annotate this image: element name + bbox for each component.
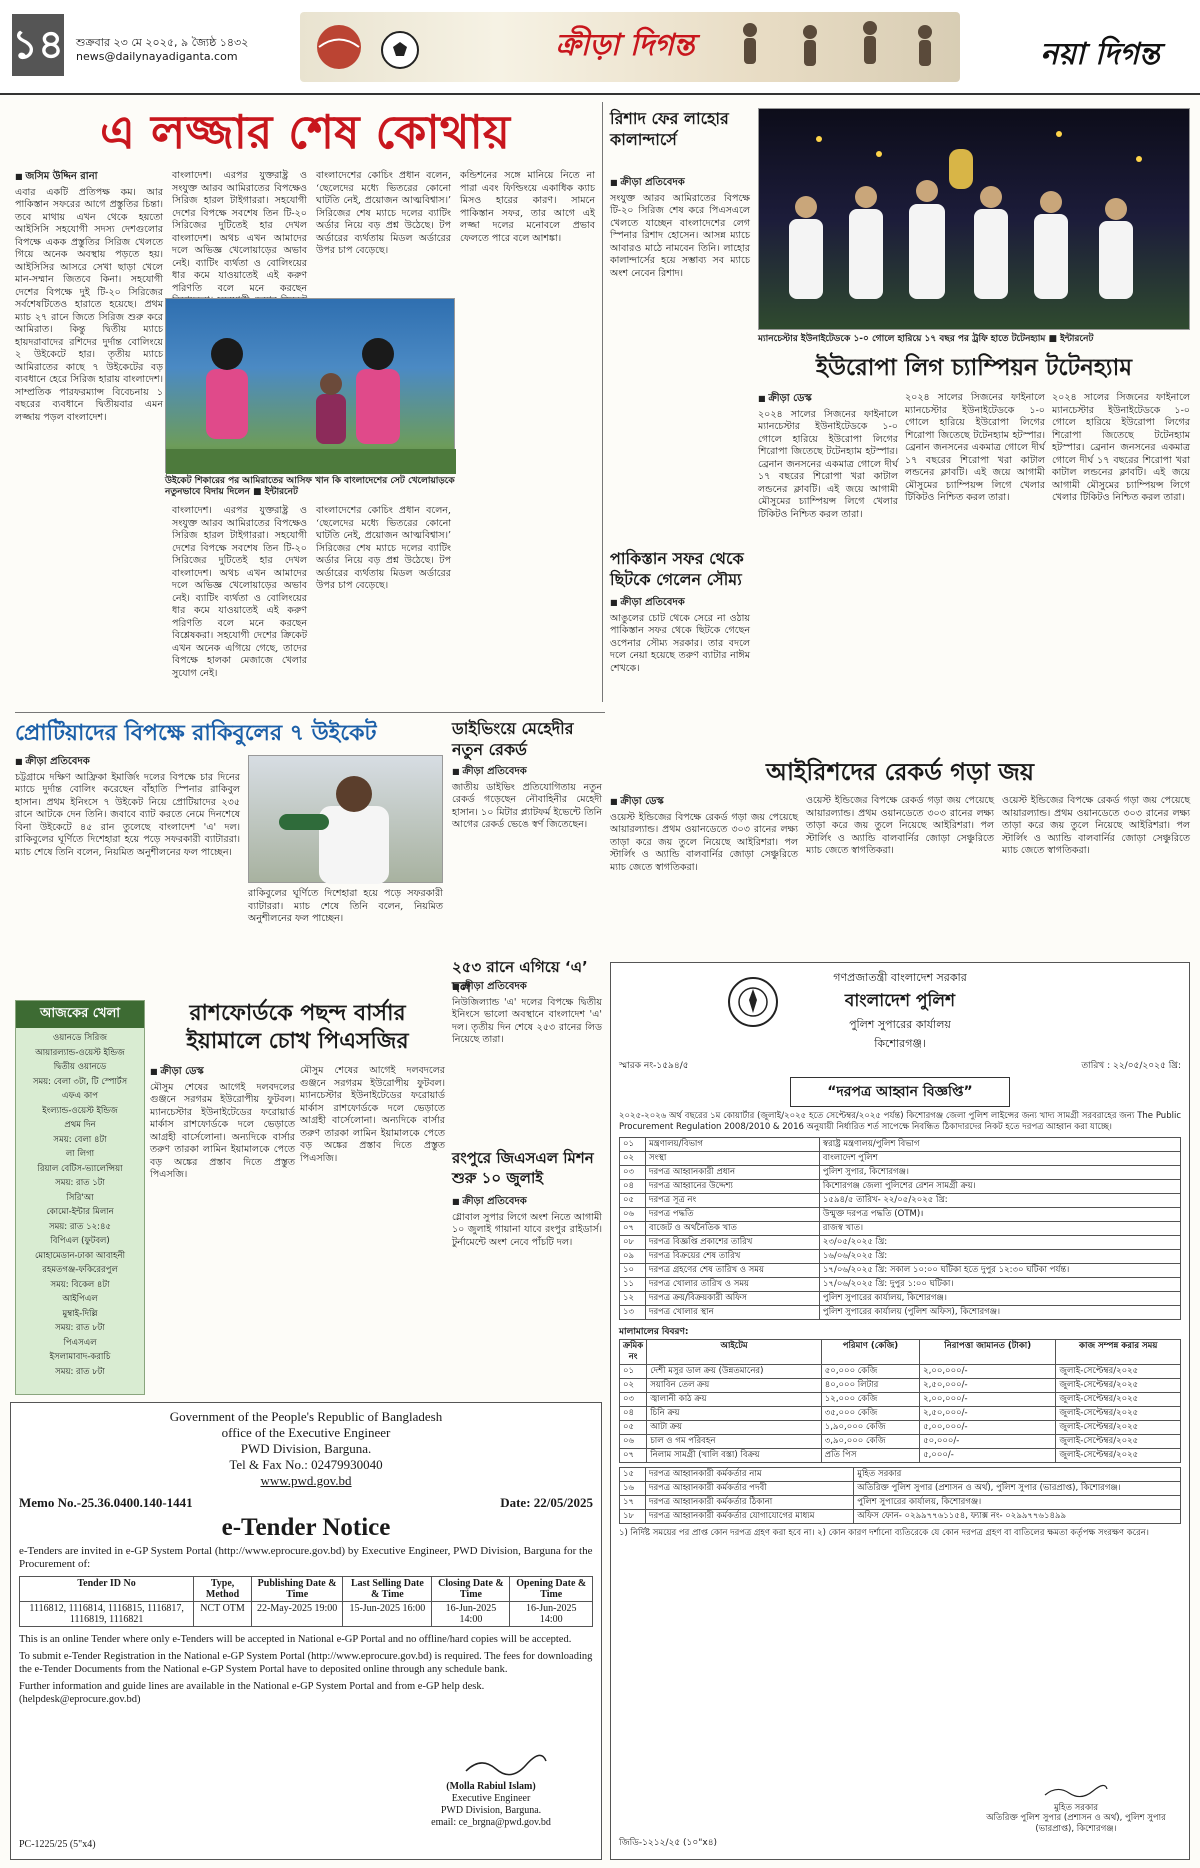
police-info-row-cell: ০৮ xyxy=(620,1236,646,1250)
pwd-table-header: Tender ID No xyxy=(20,1577,194,1602)
pwd-telfax: Tel & Fax No.: 02479930040 xyxy=(229,1457,383,1472)
rakibul-text-2: রাকিবুলের ঘূর্ণিতে দিশেহারা হয়ে পড়ে সফরকারী ব্যাটাররা। ম্যাচ শেষে তিনি বলেন, নিয়মিত অনুশীলনের ফল পাচ্ছেন। xyxy=(15,834,240,858)
pwd-memo: Memo No.-25.36.0400.140-1441 xyxy=(19,1495,193,1510)
police-info-row-cell: মন্ত্রণালয়/বিভাগ xyxy=(646,1138,820,1152)
goods-row-cell: ০৬ xyxy=(620,1435,647,1449)
today-item: ইংল্যান্ড-ওয়েস্ট ইন্ডিজ xyxy=(42,1105,118,1116)
mehedi-body xyxy=(452,765,602,950)
goods-row xyxy=(620,1407,1181,1421)
spurs-body-3 xyxy=(1052,392,1190,702)
police-officer-row-cell: ১৮ xyxy=(620,1510,646,1524)
pwd-table-cell: 1116812, 1116814, 1116815, 1116817, 1116819, 1116821 xyxy=(20,1602,194,1627)
police-info-row-cell: ০৪ xyxy=(620,1180,646,1194)
goods-row-cell: ৩,৯০,০০০ কেজি xyxy=(821,1435,919,1449)
today-item: কোমো-ইন্টার মিলান xyxy=(46,1207,114,1217)
police-info-row-cell: দরপত্র খোলার স্থান xyxy=(646,1306,820,1320)
rakibul-text-3: রাকিবুলের ঘূর্ণিতে দিশেহারা হয়ে পড়ে সফরকারী ব্যাটাররা। ম্যাচ শেষে তিনি বলেন, নিয়মিত অনুশীলনের ফল পাচ্ছেন। xyxy=(248,888,443,924)
police-info-row xyxy=(620,1208,1181,1222)
today-title: আজকের খেলা xyxy=(16,1001,144,1028)
goods-row-cell: ৫,০০০/- xyxy=(920,1449,1056,1463)
today-item: লা লিগা xyxy=(65,1149,95,1159)
pwd-division: PWD Division, Barguna. xyxy=(240,1441,372,1456)
goods-row-cell: জুলাই-সেপ্টেম্বর/২০২৫ xyxy=(1056,1407,1181,1421)
rangpur-body xyxy=(452,1195,602,1395)
spurs-body-1 xyxy=(758,392,898,702)
police-info-row-cell: উন্মুক্ত দরপত্র পদ্ধতি (OTM)। xyxy=(819,1208,1180,1222)
goods-row-cell: জুলাই-সেপ্টেম্বর/২০২৫ xyxy=(1056,1393,1181,1407)
signature-icon xyxy=(1041,1783,1111,1799)
police-info-row-cell: দরপত্র গ্রহণের শেষ তারিখ ও সময় xyxy=(646,1264,820,1278)
soumya-text: আঙুলের চোট থেকে সেরে না ওঠায় পাকিস্তান সফর থেকে ছিটকে গেছেন ওপেনার সৌম্য সরকার। তার বদলে দলে নেয়া হয়েছে তরুণ ব্যাটার নাঈম শেখকে। xyxy=(610,612,750,674)
a-team-text: নিউজিল্যান্ড 'এ' দলের বিপক্ষে দ্বিতীয় ইনিংসে ভালো অবস্থানে বাংলাদেশ 'এ' দল। তৃতীয় দিন শেষে ২৫৩ রানের লিড নিয়েছে তারা। xyxy=(452,996,602,1045)
goods-row-cell: জ্বালানী কাঠ ক্রয় xyxy=(647,1393,822,1407)
police-officer-row-cell: ১৬ xyxy=(620,1482,646,1496)
goods-row xyxy=(620,1435,1181,1449)
police-info-row-cell: ১৭/০৬/২০২৫ খ্রি: দুপুর ১:০০ ঘটিকা। xyxy=(819,1278,1180,1292)
today-item: আয়ারল্যান্ড-ওয়েস্ট ইন্ডিজ xyxy=(35,1047,125,1058)
police-officer-row-cell: মুহিত সরকার xyxy=(854,1468,1181,1482)
pwd-note-3: Further information and guide lines are available in the National e-GP System Portal and from e-GP help desk. (helpdesk@eprocure.gov.bd) xyxy=(19,1681,485,1705)
masthead xyxy=(0,0,1200,95)
police-sign-title: অতিরিক্ত পুলিশ সুপার (প্রশাসন ও অর্থ), পুলিশ সুপার (ভারপ্রাপ্ত), কিশোরগঞ্জ। xyxy=(986,1813,1166,1834)
date-line: শুক্রবার ২৩ মে ২০২৫, ৯ জ্যৈষ্ঠ ১৪৩২ xyxy=(76,36,249,49)
police-sign-name: মুহিত সরকার xyxy=(1053,1802,1099,1813)
police-govt: গণপ্রজাতন্ত্রী বাংলাদেশ সরকার xyxy=(833,971,967,984)
today-item: মোহামেডান-ঢাকা আবাহনী xyxy=(34,1250,126,1261)
divider xyxy=(15,712,605,713)
irish-byline: ■ ক্রীড়া ডেস্ক xyxy=(610,795,798,809)
rishad-byline: ■ ক্রীড়া প্রতিবেদক xyxy=(610,176,750,190)
police-district: কিশোরগঞ্জ। xyxy=(874,1037,926,1050)
rashford-headline: রাশফোর্ডকে পছন্দ বার্সার ইয়ামালে চোখ পিএসজির xyxy=(186,1001,409,1054)
pwd-sign-name: (Molla Rabiul Islam) xyxy=(446,1781,536,1792)
police-info-row-cell: বাংলাদেশ পুলিশ xyxy=(819,1152,1180,1166)
police-info-row-cell: সংস্থা xyxy=(646,1152,820,1166)
police-info-row-cell: দরপত্র বিজ্ঞপ্তি প্রকাশের তারিখ xyxy=(646,1236,820,1250)
goods-row-cell: ১,৯০,০০০ কেজি xyxy=(821,1421,919,1435)
rashford-byline: ■ ক্রীড়া ডেস্ক xyxy=(150,1065,295,1079)
police-info-row xyxy=(620,1152,1181,1166)
lead-col-1 xyxy=(15,170,163,710)
police-info-row-cell: কিশোরগঞ্জ জেলা পুলিশের রেশন সামগ্রী ক্রয়। xyxy=(819,1180,1180,1194)
mehedi-byline: ■ ক্রীড়া প্রতিবেদক xyxy=(452,765,602,779)
rangpur-byline: ■ ক্রীড়া প্রতিবেদক xyxy=(452,1195,602,1209)
police-tender-ad xyxy=(610,962,1190,1860)
a-team-body xyxy=(452,980,602,1140)
goods-row-cell: ২,০০,০০০/- xyxy=(920,1393,1056,1407)
goods-table-header: আইটেম xyxy=(647,1340,822,1365)
police-info-row-cell: পুলিশ সুপার, কিশোরগঞ্জ। xyxy=(819,1166,1180,1180)
pwd-table-cell: 22-May-2025 19:00 xyxy=(251,1602,342,1627)
pwd-note-2: To submit e-Tender Registration in the National e-GP System Portal (http://www.eprocure.gov.bd) is required. The fees for downloading the e-Tender Documents from the National e-GP System Portal have to deposited online through any schedule bank. xyxy=(19,1651,593,1675)
police-signature xyxy=(971,1783,1181,1834)
goods-row-cell: জুলাই-সেপ্টেম্বর/২০২৫ xyxy=(1056,1435,1181,1449)
lead-text-2: বাংলাদেশ। এরপর যুক্তরাষ্ট্র ও সংযুক্ত আরব আমিরাতের বিপক্ষেও সিরিজ হারল টাইগাররা। সহযোগী দেশের বিপক্ষে সবশেষ তিন টি-২০ সিরিজের দুটিতেই হার দেখল বাংলাদেশ। অথচ এখন আমাদের দলে অভিজ্ঞ খেলোয়াড়ের অভাব নেই। ব্যাটিং ব্যর্থতা ও বোলিংয়ের ধার কমে যাওয়াতেই এই করুণ পরিণতি বলে মনে করছেন xyxy=(172,170,307,294)
cricketers-graphic xyxy=(166,299,456,474)
pwd-table-header: Opening Date & Time xyxy=(510,1577,593,1602)
police-officer-row xyxy=(620,1468,1181,1482)
irish-body-3 xyxy=(1002,795,1190,955)
police-info-row xyxy=(620,1250,1181,1264)
rakibul-byline: ■ ক্রীড়া প্রতিবেদক xyxy=(15,755,240,769)
lead-col-2 xyxy=(172,170,307,295)
police-officer-row-cell: অফিস ফোন- ০২৯৯৭৭৬১১৫৪, ফ্যাক্স নং- ০২৯৯৭৭৬১৪৯৯ xyxy=(854,1510,1181,1524)
today-item: আইপিএল xyxy=(62,1294,98,1304)
police-info-row-cell: ০৬ xyxy=(620,1208,646,1222)
today-list xyxy=(16,1028,144,1382)
police-info-row-cell: ১১ xyxy=(620,1278,646,1292)
today-item: সময়: রাত ৮টা xyxy=(55,1323,105,1333)
signature-icon xyxy=(461,1751,551,1781)
police-officer-row xyxy=(620,1510,1181,1524)
goods-row-cell: ১২,০০০ কেজি xyxy=(821,1393,919,1407)
rakibul-body-2 xyxy=(248,888,443,995)
pwd-pc: PC-1225/25 (5"x4) xyxy=(19,1839,96,1850)
police-info-row xyxy=(620,1306,1181,1320)
lead-photo xyxy=(165,298,455,473)
police-info-row xyxy=(620,1222,1181,1236)
today-item: পিএসএল xyxy=(63,1337,97,1348)
lead-text-4: কন্ডিশনের সঙ্গে মানিয়ে নিতে না পারা এবং ফিল্ডিংয়ে একাধিক ক্যাচ মিসও হারের কারণ। সামনে পাকিস্তান সফর, তার আগে এই লজ্জা দলের মনোবলে প্রভাব ফেলতে পারে বলে আশঙ্কা। xyxy=(460,170,595,244)
a-team-byline: ■ ক্রীড়া প্রতিবেদক xyxy=(452,980,602,994)
irish-headline: আইরিশদের রেকর্ড গড়া জয় xyxy=(765,758,1035,786)
spurs-text-2: ২০২৪ সালের সিজনের ফাইনালে ম্যানচেস্টার ইউনাইটেডকে ১-০ গোলে হারিয়ে ইউরোপা লিগের শিরোপা জিতেছে টটেনহ্যাম হটস্পার। ব্রেনান জনসনের একমাত্র গোলে দীর্ঘ ১৭ বছরের শিরোপা খরা কাটাল লন্ডনের ক্লাবটি। এই জয়ে আগামী মৌসুমের চ্যাম্পিয়ন্স লিগে খেলার টিকিটও নিশ্চিত করল তারা। xyxy=(905,392,1045,503)
goods-row xyxy=(620,1365,1181,1379)
section-banner xyxy=(300,12,960,82)
police-info-row-cell: ১৩ xyxy=(620,1306,646,1320)
today-item: সময়: রাত ১২:৪৫ xyxy=(48,1221,112,1232)
goods-row-cell: ৫০,০০০/- xyxy=(920,1435,1056,1449)
today-box xyxy=(15,1000,145,1395)
pwd-sign-title: Executive Engineer xyxy=(451,1793,531,1804)
police-info-row xyxy=(620,1236,1181,1250)
police-officer-row xyxy=(620,1482,1181,1496)
police-info-row xyxy=(620,1180,1181,1194)
rashford-body-2 xyxy=(300,1065,445,1395)
irish-text-3: ওয়েস্ট ইন্ডিজের বিপক্ষে রেকর্ড গড়া জয় পেয়েছে আয়ারল্যান্ড। প্রথম ওয়ানডেতে ৩০৩ রানের লক্ষ্য তাড়া করে জয় তুলে নিয়েছে আইরিশরা। পল স্টার্লিং ও অ্যান্ডি বালবার্নির জোড়া সেঞ্চুরিতে ম্যাচ জেতে স্বাগতিকরা। xyxy=(1002,795,1190,856)
police-info-table xyxy=(619,1137,1181,1320)
goods-row-cell: জুলাই-সেপ্টেম্বর/২০২৫ xyxy=(1056,1449,1181,1463)
goods-row-cell: জুলাই-সেপ্টেম্বর/২০২৫ xyxy=(1056,1421,1181,1435)
celebration-graphic xyxy=(759,109,1191,331)
divider xyxy=(602,102,603,702)
pwd-tender-ad xyxy=(10,1402,602,1860)
goods-row-cell: ০৭ xyxy=(620,1449,647,1463)
police-info-row xyxy=(620,1292,1181,1306)
police-info-row-cell: ১০ xyxy=(620,1264,646,1278)
pwd-intro: e-Tenders are invited in e-GP System Portal (http://www.eprocure.gov.bd) by Executive Engineer, PWD Division, Barguna for the Procurement of: xyxy=(19,1545,593,1570)
police-officer-row-cell: ১৫ xyxy=(620,1468,646,1482)
newspaper-logo: নয়া দিগন্ত xyxy=(1040,37,1160,72)
goods-row-cell: ৫০,০০০ কেজি xyxy=(821,1365,919,1379)
goods-table-header: পরিমাণ (কেজি) xyxy=(821,1340,919,1365)
rashford-text-2: মৌসুম শেষের আগেই দলবদলের গুঞ্জনে সরগরম ইউরোপীয় ফুটবল। ম্যানচেস্টার ইউনাইটেডের ফরোয়ার্ড মার্কাস রাশফোর্ডকে দলে ভেড়াতে আগ্রহী বার্সেলোনা। অন্যদিকে বার্সার তরুণ তারকা লামিন ইয়ামালকে পেতে বড় অঙ্কের প্রস্তাব দিতে প্রস্তুত পিএসজি। xyxy=(300,1065,445,1164)
police-info-row xyxy=(620,1166,1181,1180)
goods-row xyxy=(620,1449,1181,1463)
police-officer-row xyxy=(620,1496,1181,1510)
goods-row-cell: ০৪ xyxy=(620,1407,647,1421)
soumya-byline: ■ ক্রীড়া প্রতিবেদক xyxy=(610,596,750,610)
pwd-table xyxy=(19,1576,593,1627)
today-item: সময়: বিকেল ৪টা xyxy=(50,1279,110,1290)
police-info-row-cell: ১২ xyxy=(620,1292,646,1306)
goods-row-cell: আটা ক্রয় xyxy=(647,1421,822,1435)
police-date: তারিখ : ২২/০৫/২০২৫ খ্রি: xyxy=(1081,1061,1181,1071)
police-info-row-cell: ১৬/০৬/২০২৫ খ্রি: xyxy=(819,1250,1180,1264)
pwd-table-header: Type, Method xyxy=(194,1577,252,1602)
a-team-headline: ২৫৩ রানে এগিয়ে ‘এ’ দল xyxy=(452,958,588,996)
police-intro: ২০২৫-২০২৬ অর্থ বছরের ১ম কোয়ার্টার (জুলাই/২০২৫ হতে সেপ্টেম্বর/২০২৫ পর্যন্ত) কিশোরগঞ্জ জেলা পুলিশ লাইন্সের জন্য খাদ্য সামগ্রী সরবরাহের জন্য The Public Procurement Regulation 2008/2010 & 2016 অনুযায়ী নির্ধারিত শর্ত সাপেক্ষে নিবন্ধিত ঠিকাদারদের নিকট হতে দরপত্র আহ্বান করা যাচ্ছে। xyxy=(619,1111,1181,1132)
police-gd: জিডি-১২১২/২৫ (১০"x৪) xyxy=(619,1838,718,1848)
website: news@dailynayadiganta.com xyxy=(76,50,238,63)
police-info-row-cell: ০৭ xyxy=(620,1222,646,1236)
today-item: সিরি'আ xyxy=(66,1192,94,1203)
pwd-web: www.pwd.gov.bd xyxy=(260,1473,352,1488)
rishad-text: সংযুক্ত আরব আমিরাতের বিপক্ষে টি-২০ সিরিজ শেষ করে পিএসএলে খেলতে যাচ্ছেন বাংলাদেশের লেগ স্পিনার রিশাদ হোসেন। আসন্ন ম্যাচে আবারও মাঠে নামবেন তিনি। লাহোর কালান্দার্সের হয়ে সম্ভাব্য সব ম্যাচে অংশ নেবেন রিশাদ। xyxy=(610,192,750,279)
rakibul-headline: প্রোটিয়াদের বিপক্ষে রাকিবুলের ৭ উইকেট xyxy=(15,721,377,746)
goods-row-cell: চাল ও গম পরিবহন xyxy=(647,1435,822,1449)
goods-row-cell: ২,৫০,০০০/- xyxy=(920,1407,1056,1421)
spurs-headline: ইউরোপা লিগ চ্যাম্পিয়ন টটেনহ্যাম xyxy=(815,355,1133,381)
today-item: মুম্বাই-দিল্লি xyxy=(62,1308,98,1319)
goods-row-cell: ৫,০০,০০০/- xyxy=(920,1421,1056,1435)
police-officer-table xyxy=(619,1467,1181,1524)
police-info-row-cell: পুলিশ সুপারের কার্যালয়, কিশোরগঞ্জ। xyxy=(819,1292,1180,1306)
players-silhouette-icon xyxy=(720,18,950,78)
goods-row-cell: ০৩ xyxy=(620,1393,647,1407)
mehedi-text: জাতীয় ডাইভিং প্রতিযোগিতায় নতুন রেকর্ড গড়েছেন নৌবাহিনীর মেহেদী হাসান। ১০ মিটার প্ল্যাটফর্ম ইভেন্টে তিনি আগের রেকর্ড ভেঙে স্বর্ণ জিতেছেন। xyxy=(452,781,602,830)
today-item: রিয়াল বেটিস-ভ্যালেন্সিয়া xyxy=(37,1163,123,1174)
police-info-row-cell: দরপত্র পদ্ধতি xyxy=(646,1208,820,1222)
goods-row-cell: চিনি ক্রয় xyxy=(647,1407,822,1421)
mehedi-headline: ডাইভিংয়ে মেহেদীর নতুন রেকর্ড xyxy=(452,719,574,759)
pwd-office: office of the Executive Engineer xyxy=(221,1425,391,1440)
irish-text-2: ওয়েস্ট ইন্ডিজের বিপক্ষে রেকর্ড গড়া জয় পেয়েছে আয়ারল্যান্ড। প্রথম ওয়ানডেতে ৩০৩ রানের লক্ষ্য তাড়া করে জয় তুলে নিয়েছে আইরিশরা। পল স্টার্লিং ও অ্যান্ডি বালবার্নির জোড়া সেঞ্চুরিতে ম্যাচ জেতে স্বাগতিকরা। xyxy=(806,795,994,856)
goods-table-header: ক্রমিক নং xyxy=(620,1340,647,1365)
pwd-table-cell: 15-Jun-2025 16:00 xyxy=(343,1602,432,1627)
lead-text-1: এবার একটি প্রতিপক্ষ কম। আর পাকিস্তান সফরের আগে প্রস্তুতির চিন্তা। তবে মাথায় এখন থেকে হয়তো আইসিসি সহযোগী সদস্য দেশগুলোর বিপক্ষে একক প্রস্তুতির সিরিজ খেলতে গিয়ে অনেক অবস্থায় পড়তে হয়। আইসিসির আসরে সেখা ছাড়া খেলে মান-সম্মান জিতবে কিনা। সহযোগী দেশের বিপক্ষে দুই টি-২০ সিরিজের সর্বশেষটিতেও হারাতে হয়েছে। প্রথম ম্যাচ ২৭ রানে জিতে সিরিজ শুরু করে আমিরাত। কিন্তু দ্বিতীয় ম্যাচে হায়দরাবাদের রশিদের দুর্দান্ত বোলিংয়ে ২ উইকেটে হার। তৃতীয় ম্যাচে আমিরাতের কাছে ৭ উইকেটের বড় ব্যবধানে হেরে সিরিজ হারায় বাংলাদেশ। সাম্প্রতিক পারফরম্যান্স বিবেচনায় ১ বছরের ব্যবধানে দ্বিতীয়বার এমন লজ্জায় পড়ল বাংলাদেশ। xyxy=(15,186,163,423)
police-info-row-cell: দরপত্র আহ্বানের উদ্দেশ্য xyxy=(646,1180,820,1194)
lead-col-3 xyxy=(316,170,451,295)
irish-text-1: ওয়েস্ট ইন্ডিজের বিপক্ষে রেকর্ড গড়া জয় পেয়েছে আয়ারল্যান্ড। প্রথম ওয়ানডেতে ৩০৩ রানের লক্ষ্য তাড়া করে জয় তুলে নিয়েছে আইরিশরা। পল স্টার্লিং ও অ্যান্ডি বালবার্নির জোড়া সেঞ্চুরিতে ম্যাচ জেতে স্বাগতিকরা। xyxy=(610,811,798,873)
police-info-row-cell: ০৫ xyxy=(620,1194,646,1208)
pwd-table-header: Publishing Date & Time xyxy=(251,1577,342,1602)
today-item: বিপিএল (ফুটবল) xyxy=(50,1236,110,1246)
lead-text-3: বাংলাদেশের কোচিং প্রধান বলেন, ‘ছেলেদের মধ্যে ভিতরের কোনো ঘাটতি নেই, প্রয়োজন আত্মবিশ্বাস।’ সিরিজের শেষ ম্যাচে দলের ব্যাটিং অর্ডার নিয়ে বড় প্রশ্ন উঠেছে। টপ অর্ডারের ব্যর্থতায় মিডল অর্ডারের উপর চাপ বেড়েছে। xyxy=(316,170,451,256)
lead-col-3b xyxy=(316,505,451,710)
pwd-sign-email: email: ce_brgna@pwd.gov.bd xyxy=(431,1817,551,1828)
goods-row-cell: ০২ xyxy=(620,1379,647,1393)
pwd-title: e-Tender Notice xyxy=(221,1514,391,1541)
rishad-body xyxy=(610,176,750,541)
goods-row-cell: ৪০,০০০ লিটার xyxy=(821,1379,919,1393)
rishad-headline: রিশাদ ফের লাহোর কালান্দার্সে xyxy=(610,109,729,149)
police-office: পুলিশ সুপারের কার্যালয় xyxy=(849,1018,951,1031)
rangpur-text: গ্লোবাল সুপার লিগে অংশ নিতে আগামী ১০ জুলাই গায়ানা যাবে রংপুর রাইডার্স। টুর্নামেন্টে অংশ নেবে পাঁচটি দল। xyxy=(452,1211,602,1248)
today-item: এফএ কাপ xyxy=(61,1091,99,1101)
police-info-row-cell: ০৩ xyxy=(620,1166,646,1180)
goods-row-cell: দেশী মসুর ডাল ক্রয় (উন্নতমানের) xyxy=(647,1365,822,1379)
today-item: সময়: বেলা ৩টা, টি স্পোর্টস xyxy=(32,1076,128,1087)
section-title: ক্রীড়া দিগন্ত xyxy=(555,28,695,63)
police-emblem-icon xyxy=(726,975,780,1029)
spurs-photo-caption: ম্যানচেস্টার ইউনাইটেডকে ১-০ গোলে হারিয়ে ১৭ বছর পর ট্রফি হাতে টটেনহ্যাম ■ ইন্টারনেট xyxy=(758,334,1094,344)
pwd-table-header: Last Selling Date & Time xyxy=(343,1577,432,1602)
police-info-row-cell: বাজেট ও অর্থনৈতিক খাত xyxy=(646,1222,820,1236)
goods-row xyxy=(620,1421,1181,1435)
police-info-row-cell: ২৩/০৫/২০২৫ খ্রি: xyxy=(819,1236,1180,1250)
goods-row-cell: ০৫ xyxy=(620,1421,647,1435)
police-officer-row-cell: পুলিশ সুপারের কার্যালয়, কিশোরগঞ্জ। xyxy=(854,1496,1181,1510)
goods-table-header: কাজ সম্পন্ন করার সময় xyxy=(1056,1340,1181,1365)
goods-row-cell: ০১ xyxy=(620,1365,647,1379)
today-item: দ্বিতীয় ওয়ানডে xyxy=(53,1062,107,1072)
police-info-row-cell: স্বরাষ্ট্র মন্ত্রণালয়/পুলিশ বিভাগ xyxy=(819,1138,1180,1152)
police-memo: স্মারক নং-১৫৯৪/৫ xyxy=(619,1061,689,1071)
police-info-row-cell: দরপত্র সূত্র নং xyxy=(646,1194,820,1208)
today-item: ইসলামাবাদ-করাচি xyxy=(49,1352,111,1362)
goods-row-cell: জুলাই-সেপ্টেম্বর/২০২৫ xyxy=(1056,1365,1181,1379)
goods-row xyxy=(620,1379,1181,1393)
police-info-row-cell: ১৭/০৬/২০২৫ খ্রি: সকাল ১০:০০ ঘটিকা হতে দুপুর ১২:৩০ ঘটিকা পর্যন্ত। xyxy=(819,1264,1180,1278)
lead-text-3b: বাংলাদেশের কোচিং প্রধান বলেন, ‘ছেলেদের মধ্যে ভিতরের কোনো ঘাটতি নেই, প্রয়োজন আত্মবিশ্বাস।’ সিরিজের শেষ ম্যাচে দলের ব্যাটিং অর্ডার নিয়ে বড় প্রশ্ন উঠেছে। টপ অর্ডারের ব্যর্থতায় মিডল অর্ডারের উপর চাপ বেড়েছে। xyxy=(316,505,451,591)
police-notes: ১) নির্দিষ্ট সময়ের পর প্রাপ্ত কোন দরপত্র গ্রহণ করা হবে না। ২) কোন কারণ দর্শানো ব্যতিরেকে যে কোন দরপত্র গ্রহণ বা বাতিলের ক্ষমতা কর্তৃপক্ষ সংরক্ষণ করেন। xyxy=(619,1528,1149,1538)
soumya-body xyxy=(610,596,750,706)
police-info-row-cell: ১৫৯৪/৫ তারিখ- ২২/০৫/২০২৫ খ্রি: xyxy=(819,1194,1180,1208)
police-info-row xyxy=(620,1278,1181,1292)
spurs-body-2 xyxy=(905,392,1045,702)
pwd-table-header: Closing Date & Time xyxy=(432,1577,510,1602)
police-info-row-cell: দরপত্র আহ্বানকারী প্রধান xyxy=(646,1166,820,1180)
police-goods-title: মালামালের বিবরণ: xyxy=(619,1327,689,1337)
football-icon xyxy=(380,30,420,70)
ball-icon xyxy=(314,22,364,72)
pwd-date: Date: 22/05/2025 xyxy=(500,1495,593,1510)
lead-byline: ■ জসিম উদ্দিন রানা xyxy=(15,170,163,184)
lead-headline: এ লজ্জার শেষ কোথায় xyxy=(100,105,510,159)
police-officer-row-cell: ১৭ xyxy=(620,1496,646,1510)
goods-row-cell: ৩৫,০০০ কেজি xyxy=(821,1407,919,1421)
goods-row-cell: সয়াবিন তেল ক্রয় xyxy=(647,1379,822,1393)
police-info-row xyxy=(620,1264,1181,1278)
today-item: ওয়ানডে সিরিজ xyxy=(53,1033,107,1043)
police-info-row-cell: ০৯ xyxy=(620,1250,646,1264)
today-item: রহমতগঞ্জ-ফকিরেরপুল xyxy=(42,1265,118,1275)
goods-row xyxy=(620,1393,1181,1407)
soumya-headline: পাকিস্তান সফর থেকে ছিটকে গেলেন সৌম্য xyxy=(610,549,744,589)
police-officer-row-cell: অতিরিক্ত পুলিশ সুপার (প্রশাসন ও অর্থ), পুলিশ সুপার (ভারপ্রাপ্ত), কিশোরগঞ্জ। xyxy=(854,1482,1181,1496)
goods-row-cell: ২,৫০,০০০/- xyxy=(920,1379,1056,1393)
irish-body-1 xyxy=(610,795,798,955)
today-item: সময়: বেলা ৪টা xyxy=(53,1134,107,1145)
police-info-row xyxy=(620,1194,1181,1208)
rashford-body-1 xyxy=(150,1065,295,1395)
irish-body-2 xyxy=(806,795,994,955)
lead-photo-caption: উইকেট শিকারের পর আমিরাতের আসিফ খান কি বাংলাদেশের সেট খেলোয়াড়কে নতুনভাবে বিদায় দিলেন ■ ইন্টারনেট xyxy=(165,476,455,497)
today-item: প্রথম দিন xyxy=(64,1120,96,1130)
goods-row-cell: প্রতি পিস xyxy=(821,1449,919,1463)
page-number: ১৪ xyxy=(12,14,64,76)
pwd-table-cell: 16-Jun-2025 14:00 xyxy=(432,1602,510,1627)
rakibul-text: চট্টগ্রামে দক্ষিণ আফ্রিকা ইমার্জিং দলের বিপক্ষে চার দিনের ম্যাচে দুর্দান্ত বোলিং করেছেন বাঁহাতি স্পিনার রাকিবুল হাসান। প্রথম ইনিংসে ৭ উইকেট নিয়ে প্রোটিয়াদের ২৩৫ রানে আটকে দেন তিনি। জবাবে ব্যাট করতে নেমে দিনশেষে বিনা উইকেটে ৪৫ রান তুলেছে বাংলাদেশ 'এ' দল। xyxy=(15,771,240,833)
pwd-table-cell: 16-Jun-2025 14:00 xyxy=(510,1602,593,1627)
police-info-row-cell: দরপত্র খোলার তারিখ ও সময় xyxy=(646,1278,820,1292)
police-info-row-cell: ০১ xyxy=(620,1138,646,1152)
goods-row-cell: নিলাম সামগ্রী (খালি বস্তা) বিক্রয় xyxy=(647,1449,822,1463)
police-title: “দরপত্র আহ্বান বিজ্ঞপ্তি” xyxy=(790,1077,1010,1107)
pwd-govt: Government of the People's Republic of Bangladesh xyxy=(169,1409,443,1424)
police-info-row-cell: পুলিশ সুপারের কার্যালয় (পুলিশ অফিস), কিশোরগঞ্জ। xyxy=(819,1306,1180,1320)
police-info-row xyxy=(620,1138,1181,1152)
police-info-row-cell: দরপত্র ক্রয়/বিক্রয়কারী অফিস xyxy=(646,1292,820,1306)
rangpur-headline: রংপুরে জিএসএল মিশন শুরু ১০ জুলাই xyxy=(452,1149,594,1187)
spurs-text-3: ২০২৪ সালের সিজনের ফাইনালে ম্যানচেস্টার ইউনাইটেডকে ১-০ গোলে হারিয়ে ইউরোপা লিগের শিরোপা জিতেছে টটেনহ্যাম হটস্পার। ব্রেনান জনসনের একমাত্র গোলে দীর্ঘ ১৭ বছরের শিরোপা খরা কাটাল লন্ডনের ক্লাবটি। এই জয়ে আগামী মৌসুমের চ্যাম্পিয়ন্স লিগে খেলার টিকিটও নিশ্চিত করল তারা। xyxy=(1052,392,1190,503)
lead-col-2b xyxy=(172,505,307,710)
pwd-sign-office: PWD Division, Barguna. xyxy=(440,1805,542,1816)
pwd-note-1: This is an online Tender where only e-Tenders will be accepted in National e-GP Portal and no offline/hard copies will be accepted. xyxy=(19,1634,572,1645)
police-info-row-cell: দরপত্র বিক্রয়ের শেষ তারিখ xyxy=(646,1250,820,1264)
lead-col-4 xyxy=(460,170,595,710)
police-officer-row-cell: দরপত্র আহ্বানকারী কর্মকর্তার নাম xyxy=(646,1468,854,1482)
police-goods-table xyxy=(619,1339,1181,1463)
police-officer-row-cell: দরপত্র আহ্বানকারী কর্মকর্তার ঠিকানা xyxy=(646,1496,854,1510)
goods-row-cell: জুলাই-সেপ্টেম্বর/২০২৫ xyxy=(1056,1379,1181,1393)
pwd-table-cell: NCT OTM xyxy=(194,1602,252,1627)
spurs-text-1: ২০২৪ সালের সিজনের ফাইনালে ম্যানচেস্টার ইউনাইটেডকে ১-০ গোলে হারিয়ে ইউরোপা লিগের শিরোপা জিতেছে টটেনহ্যাম হটস্পার। ব্রেনান জনসনের একমাত্র গোলে দীর্ঘ ১৭ বছরের শিরোপা খরা কাটাল লন্ডনের ক্লাবটি। এই জয়ে আগামী মৌসুমের চ্যাম্পিয়ন্স লিগে খেলার টিকিটও নিশ্চিত করল তারা। xyxy=(758,408,898,520)
police-name: বাংলাদেশ পুলিশ xyxy=(844,991,956,1011)
spurs-photo xyxy=(758,108,1190,330)
police-officer-row-cell: দরপত্র আহ্বানকারী কর্মকর্তার পদবী xyxy=(646,1482,854,1496)
rakibul-photo xyxy=(248,755,443,883)
police-info-row-cell: রাজস্ব খাত। xyxy=(819,1222,1180,1236)
spurs-byline: ■ ক্রীড়া ডেস্ক xyxy=(758,392,898,406)
rakibul-body xyxy=(15,755,240,995)
pwd-signature xyxy=(391,1781,591,1829)
goods-table-header: নিরাপত্তা জামানত (টাকা) xyxy=(920,1340,1056,1365)
player-graphic xyxy=(249,756,444,884)
goods-row-cell: ২,০০,০০০/- xyxy=(920,1365,1056,1379)
today-item: সময়: রাত ১টা xyxy=(55,1178,105,1188)
police-officer-row-cell: দরপত্র আহ্বানকারী কর্মকর্তার যোগাযোগের মাধ্যম xyxy=(646,1510,854,1524)
lead-text-2b: বাংলাদেশ। এরপর যুক্তরাষ্ট্র ও সংযুক্ত আরব আমিরাতের বিপক্ষেও সিরিজ হারল টাইগাররা। সহযোগী দেশের বিপক্ষে সবশেষ তিন টি-২০ সিরিজের দুটিতেই হার দেখল বাংলাদেশ। অথচ এখন আমাদের দলে অভিজ্ঞ খেলোয়াড়ের অভাব নেই। ব্যাটিং ব্যর্থতা ও বোলিংয়ের ধার কমে যাওয়াতেই এই করুণ পরিণতি বলে মনে করছেন বিশ্লেষকরা। সহযোগী দেশের ক্রিকেট এখন অনেক এগিয়ে গেছে, তাদের বিপক্ষে হালকা মেজাজে খেলার সুযোগ নেই। xyxy=(172,505,307,679)
today-item: সময়: রাত ৮টা xyxy=(55,1366,105,1377)
police-info-row-cell: ০২ xyxy=(620,1152,646,1166)
rashford-text-1: মৌসুম শেষের আগেই দলবদলের গুঞ্জনে সরগরম ইউরোপীয় ফুটবল। ম্যানচেস্টার ইউনাইটেডের ফরোয়ার্ড মার্কাস রাশফোর্ডকে দলে ভেড়াতে আগ্রহী বার্সেলোনা। অন্যদিকে বার্সার তরুণ তারকা লামিন ইয়ামালকে পেতে বড় অঙ্কের প্রস্তাব দিতে প্রস্তুত পিএসজি। xyxy=(150,1081,295,1180)
